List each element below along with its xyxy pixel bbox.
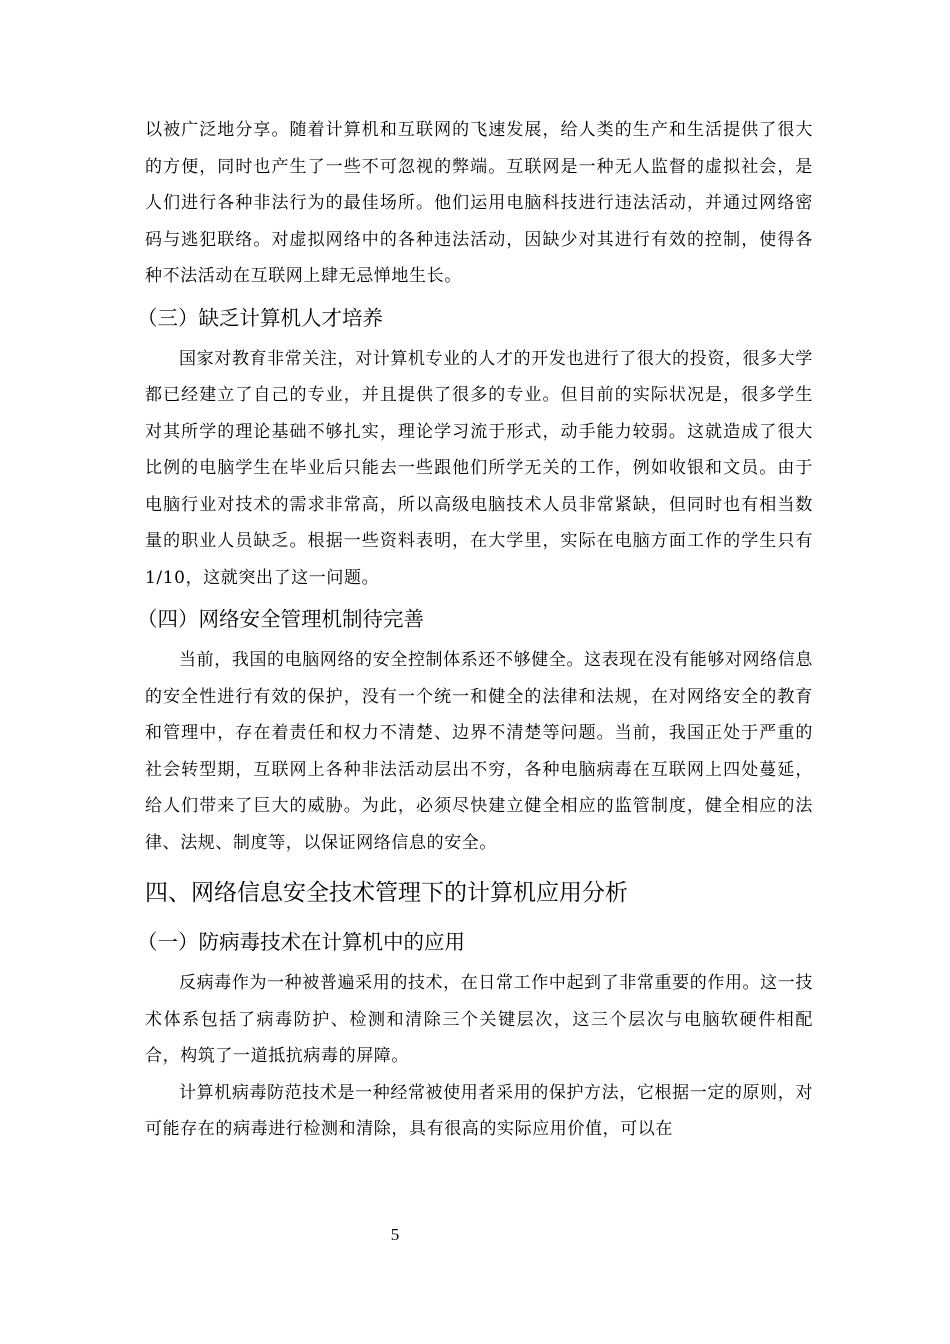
section-4-heading: （四）网络安全管理机制待完善 [137,607,424,631]
chapter-4-heading: 四、网络信息安全技术管理下的计算机应用分析 [145,880,628,906]
section-4-paragraph: 当前，我国的电脑网络的安全控制体系还不够健全。这表现在没有能够对网络信息的安全性进行有效的保护，没有一个统一和健全的法律和法规，在对网络安全的教育和管理中，存在着责任和权力不清楚、边界不清楚等问题。当前，我国正处于严重的社会转型期，互联网上各种非法活动层出不穷，各种电脑病毒在互联网上四处蔓延，给人们带来了巨大的威胁。为此，必须尽快建立健全相应的监管制度，健全相应的法律、法规、制度等，以保证网络信息的安全。 [145,650,813,853]
page-number: 5 [390,1225,400,1244]
subsection-1-paragraph-1: 反病毒作为一种被普遍采用的技术，在日常工作中起到了非常重要的作用。这一技术体系包括了病毒防护、检测和清除三个关键层次，这三个层次与电脑软硬件相配合，构筑了一道抵抗病毒的屏障。 [145,973,813,1066]
subsection-1-paragraph-2: 计算机病毒防范技术是一种经常被使用者采用的保护方法，它根据一定的原则，对可能存在的病毒进行检测和清除，具有很高的实际应用价值，可以在 [145,1082,813,1139]
section-3-paragraph: 国家对教育非常关注，对计算机专业的人才的开发也进行了很大的投资，很多大学都已经建立了自己的专业，并且提供了很多的专业。但目前的实际状况是，很多学生对其所学的理论基础不够扎实，理论学习流于形式，动手能力较弱。这就造成了很大比例的电脑学生在毕业后只能去一些跟他们所学无关的工作，例如收银和文员。由于电脑行业对技术的需求非常高，所以高级电脑技术人员非常紧缺，但同时也有相当数量的职业人员缺乏。根据一些资料表明，在大学里，实际在电脑方面工作的学生只有 1/10，这就突出了这一问题。 [145,348,813,588]
page-body [137,112,813,1148]
section-3-heading: （三）缺乏计算机人才培养 [137,305,383,330]
subsection-1-heading: （一）防病毒技术在计算机中的应用 [137,930,465,954]
intro-paragraph: 以被广泛地分享。随着计算机和互联网的飞速发展，给人类的生产和生活提供了很大的方便，同时也产生了一些不可忽视的弊端。互联网是一种无人监督的虚拟社会，是人们进行各种非法行为的最佳场所。他们运用电脑科技进行违法活动，并通过网络密码与逃犯联络。对虚拟网络中的各种违法活动，因缺少对其进行有效的控制，使得各种不法活动在互联网上肆无忌惮地生长。 [145,120,813,286]
